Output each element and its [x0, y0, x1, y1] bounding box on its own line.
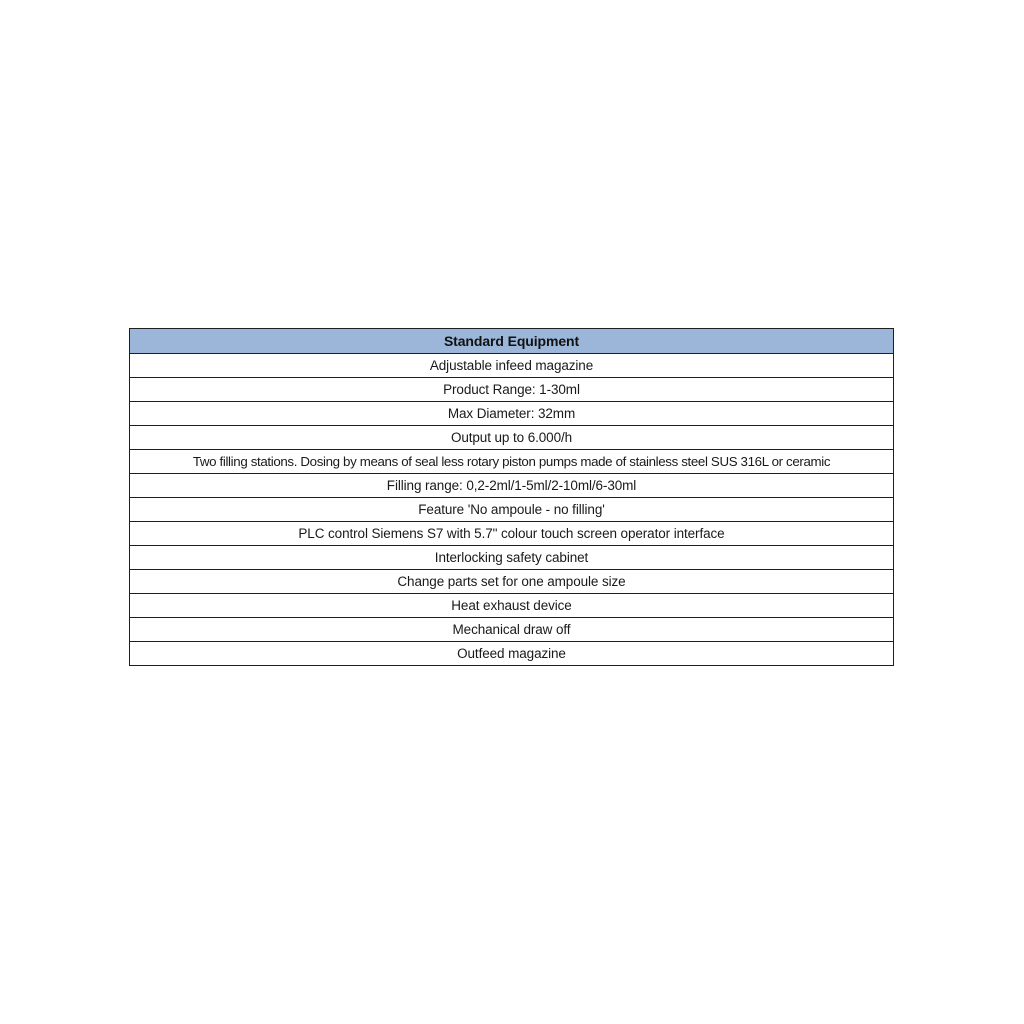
table-cell: Filling range: 0,2-2ml/1-5ml/2-10ml/6-30ml	[130, 474, 894, 498]
table-cell: Heat exhaust device	[130, 594, 894, 618]
table-row	[130, 402, 894, 426]
table-cell: Max Diameter: 32mm	[130, 402, 894, 426]
table-row	[130, 378, 894, 402]
table-row	[130, 450, 894, 474]
table-cell: Adjustable infeed magazine	[130, 354, 894, 378]
standard-equipment-table	[129, 328, 894, 666]
table-cell: PLC control Siemens S7 with 5.7" colour touch screen operator interface	[130, 522, 894, 546]
table-row	[130, 522, 894, 546]
table-row	[130, 426, 894, 450]
table-header: Standard Equipment	[130, 329, 894, 354]
table-cell: Product Range: 1-30ml	[130, 378, 894, 402]
table-row	[130, 546, 894, 570]
table-row	[130, 474, 894, 498]
table-row	[130, 570, 894, 594]
table-row	[130, 594, 894, 618]
table-cell: Change parts set for one ampoule size	[130, 570, 894, 594]
table-cell: Output up to 6.000/h	[130, 426, 894, 450]
table-cell: Outfeed magazine	[130, 642, 894, 666]
table-cell: Interlocking safety cabinet	[130, 546, 894, 570]
table-cell: Two filling stations. Dosing by means of seal less rotary piston pumps made of stainless steel SUS 316L or ceramic	[130, 450, 894, 474]
table-row	[130, 642, 894, 666]
table-header-row	[130, 329, 894, 354]
table-row	[130, 498, 894, 522]
table-row	[130, 618, 894, 642]
table-cell: Feature 'No ampoule - no filling'	[130, 498, 894, 522]
table-row	[130, 354, 894, 378]
table-cell: Mechanical draw off	[130, 618, 894, 642]
